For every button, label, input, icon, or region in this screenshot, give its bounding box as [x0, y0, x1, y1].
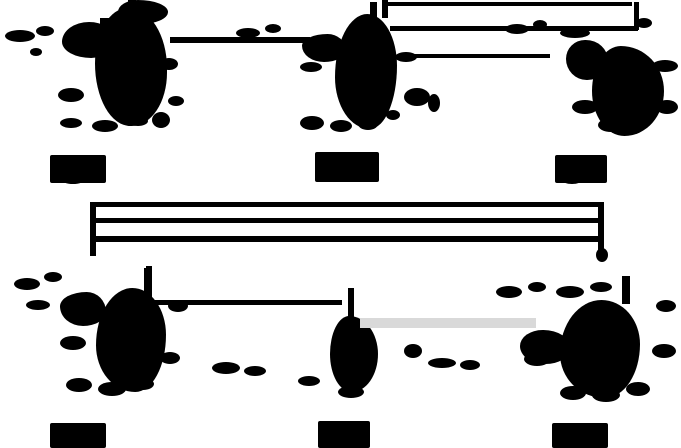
node-5-tag-right3 — [460, 360, 480, 370]
node-1-spike-b — [147, 2, 153, 22]
bus-line-1 — [92, 202, 602, 207]
connector-top-right-elbow — [634, 2, 639, 30]
node-5-tag-left — [212, 362, 240, 374]
node-2-tag-far-left2 — [265, 24, 281, 33]
node-3-tag-low-left — [572, 100, 598, 114]
node-3-tag-right — [652, 60, 678, 72]
connector-n4-n5 — [148, 300, 342, 305]
node-4-lobe-left — [60, 292, 106, 326]
node-1-tag-right2 — [168, 96, 184, 106]
node-4-tag-right — [160, 352, 180, 364]
node-2-tag-bottom3 — [358, 118, 378, 130]
node-3-tag-bottom — [598, 118, 624, 132]
label-box-4[interactable] — [50, 423, 106, 448]
node-1-tag-bottom3 — [128, 116, 148, 126]
node-2-tag-right2 — [404, 88, 430, 106]
node-6-tag-bottom — [560, 386, 586, 400]
node-1-lobe-top — [118, 0, 168, 24]
node-2-tag-bottom — [300, 116, 324, 130]
node-6-tag-far-left — [496, 286, 522, 298]
bus-line-2 — [92, 218, 602, 223]
node-1-tag-bottom — [60, 118, 82, 128]
node-6-tag-far-left2 — [528, 282, 546, 292]
node-4-tag-bottom3 — [132, 378, 154, 390]
bus-elbow-right — [598, 202, 604, 254]
node-1-tag-right — [160, 58, 178, 70]
node-1-tag-inner — [92, 30, 114, 39]
node-5-tag-right — [404, 344, 422, 358]
connector-top-lower — [400, 54, 550, 58]
bus-arrow-right — [596, 248, 608, 262]
node-6-tag-bottom2 — [592, 388, 620, 402]
node-4-tag-low-left — [60, 336, 86, 350]
node-1-tag-left — [5, 30, 35, 42]
node-4-tag-left — [26, 300, 50, 310]
label-box-3-stub — [562, 176, 582, 184]
label-box-1-stub — [62, 176, 84, 184]
node-6-core — [560, 300, 640, 398]
connector-top-upper — [388, 2, 632, 6]
node-3-tag-bottom3 — [656, 100, 678, 114]
node-3-tag-bottom2 — [628, 112, 652, 126]
node-2-tag-bottom4 — [386, 110, 400, 120]
node-2-tag-right3 — [428, 94, 440, 112]
node-5-tag-left3 — [298, 376, 320, 386]
node-2-tag-left-low — [300, 62, 322, 72]
node-4-tag-bottom2 — [98, 382, 126, 396]
diagram-description — [2, 442, 79, 443]
node-2-spike-a — [370, 2, 377, 22]
node-6-tag-low-left — [524, 352, 550, 366]
node-4-tag-bottom — [66, 378, 92, 392]
node-3-tag-left2 — [568, 56, 590, 66]
node-6-tag-bottom3 — [626, 382, 650, 396]
node-5-tag-bottom — [338, 386, 364, 398]
node-6-spike-a — [622, 276, 630, 304]
label-box-6[interactable] — [552, 423, 608, 448]
node-1-dot — [30, 48, 42, 56]
node-5-riser — [348, 288, 354, 322]
node-1-tag-bottom2 — [92, 120, 118, 132]
bus-line-3 — [92, 236, 602, 242]
node-1-spike-a — [128, 0, 136, 22]
node-6-tag-right2 — [656, 300, 676, 312]
node-4-tag-far-left2 — [44, 272, 62, 282]
node-2-tag-bottom2 — [330, 120, 352, 132]
node-1-tag-lower-left — [58, 88, 84, 102]
node-6-tag-right — [652, 344, 676, 358]
node-5-tag-right2 — [428, 358, 456, 368]
connector-n4-riser — [146, 266, 152, 306]
node-1-tag-bottom4 — [152, 112, 170, 128]
node-6-tag-left — [556, 286, 584, 298]
bus-elbow-left — [90, 202, 96, 256]
label-box-5[interactable] — [318, 421, 370, 448]
node-5-tag-left2 — [244, 366, 266, 376]
connector-top-mid — [390, 26, 638, 31]
node-4-tag-far-left — [14, 278, 40, 290]
connector-n1-n2 — [170, 37, 310, 43]
node-6-tag-left2 — [590, 282, 612, 292]
node-1-tag-left2 — [36, 26, 54, 36]
connector-n5-n6-ghost — [360, 318, 536, 328]
label-box-2-stub — [322, 174, 346, 182]
